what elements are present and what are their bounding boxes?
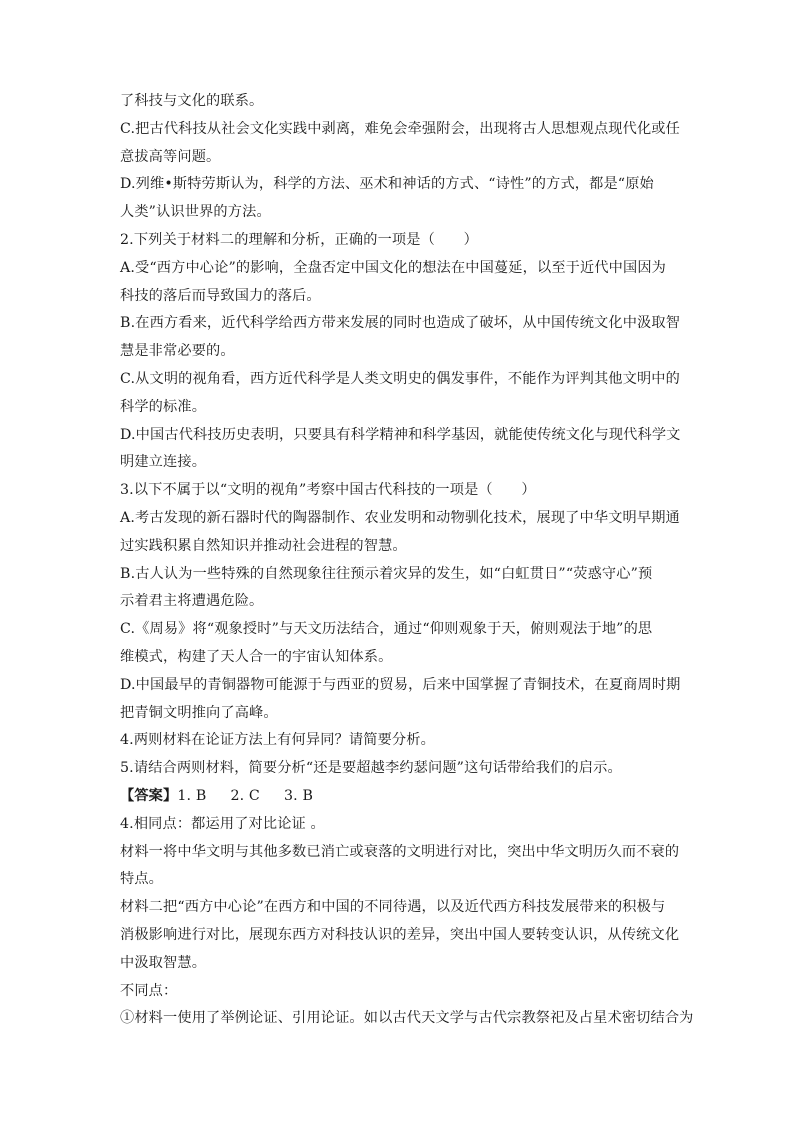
text-line: 科学的标准。 <box>120 398 207 415</box>
question-4: 4.两则材料在论证方法上有何异同？请简要分析。 <box>120 732 435 749</box>
answer-item: 2. C <box>230 787 260 804</box>
answer-line <box>120 783 680 811</box>
answer-text-line: 消极影响进行对比，展现东西方对科技认识的差异，突出中国人要转变认识，从传统文化 <box>120 926 680 943</box>
option-d-line: D.中国最早的青铜器物可能源于与西亚的贸易，后来中国掌握了青铜技术，在夏商周时期 <box>120 676 681 693</box>
option-d-line: D.中国古代科技历史表明，只要具有科学精神和科学基因，就能使传统文化与现代科学文 <box>120 426 681 443</box>
text-line: 示着君主将遭遇危险。 <box>120 593 264 610</box>
answer-item: 3. B <box>283 787 314 804</box>
text-line: 把青铜文明推向了高峰。 <box>120 704 278 721</box>
option-c-line: C.把古代科技从社会文化实践中剥离，难免会牵强附会，出现将古人思想观点现代化或任 <box>120 120 680 137</box>
text-line: 意拔高等问题。 <box>120 148 221 165</box>
answer-text-line: 中汲取智慧。 <box>120 954 207 971</box>
answer-text-line: 材料一将中华文明与其他多数已消亡或衰落的文明进行对比，突出中华文明历久而不衰的 <box>120 843 680 860</box>
option-c-line: C.从文明的视角看，西方近代科学是人类文明史的偶发事件，不能作为评判其他文明中的 <box>120 370 680 387</box>
answer-text-line: 材料二把“西方中心论”在西方和中国的不同待遇，以及近代西方科技发展带来的积极与 <box>120 899 666 916</box>
answer-text-line: ①材料一使用了举例论证、引用论证。如以古代天文学与古代宗教祭祀及占星术密切结合为 <box>120 1010 694 1027</box>
answer-item: 1. B <box>177 787 207 804</box>
option-b-line: B.古人认为一些特殊的自然现象往往预示着灾异的发生，如“白虹贯日”“荧惑守心”预 <box>120 565 653 582</box>
text-line: 科技的落后而导致国力的落后。 <box>120 287 321 304</box>
answer-text-line: 不同点： <box>120 982 178 999</box>
question-2: 2.下列关于材料二的理解和分析，正确的一项是（ ） <box>120 231 478 248</box>
text-line: 人类”认识世界的方法。 <box>120 204 271 221</box>
option-a-line: A.受“西方中心论”的影响，全盘否定中国文化的想法在中国蔓延，以至于近代中国因为 <box>120 259 667 276</box>
document-page <box>120 88 694 1033</box>
question-3: 3.以下不属于以“文明的视角”考察中国古代科技的一项是（ ） <box>120 482 536 499</box>
option-c-line: C.《周易》将“观象授时”与天文历法结合，通过“仰则观象于天，俯则观法于地”的思 <box>120 621 653 638</box>
text-line: 慧是非常必要的。 <box>120 343 235 360</box>
option-d-line: D.列维•斯特劳斯认为，科学的方法、巫术和神话的方式、“诗性”的方式，都是“原始 <box>120 176 654 193</box>
text-line: 过实践积累自然知识并推动社会进程的智慧。 <box>120 537 407 554</box>
text-line: 了科技与文化的联系。 <box>120 93 264 109</box>
answer-text-line: 特点。 <box>120 871 164 888</box>
option-b-line: B.在西方看来，近代科学给西方带来发展的同时也造成了破坏，从中国传统文化中汲取智 <box>120 315 681 332</box>
answer-text-line: 4.相同点：都运用了对比论证 。 <box>120 815 325 832</box>
option-a-line: A.考古发现的新石器时代的陶器制作、农业发明和动物驯化技术，展现了中华文明早期通 <box>120 509 680 526</box>
text-line: 维模式，构建了天人合一的宇宙认知体系。 <box>120 648 393 665</box>
question-5: 5.请结合两则材料，简要分析“还是要超越李约瑟问题”这句话带给我们的启示。 <box>120 760 622 777</box>
text-line: 明建立连接。 <box>120 454 207 471</box>
answer-label: 【答案】 <box>120 787 178 804</box>
